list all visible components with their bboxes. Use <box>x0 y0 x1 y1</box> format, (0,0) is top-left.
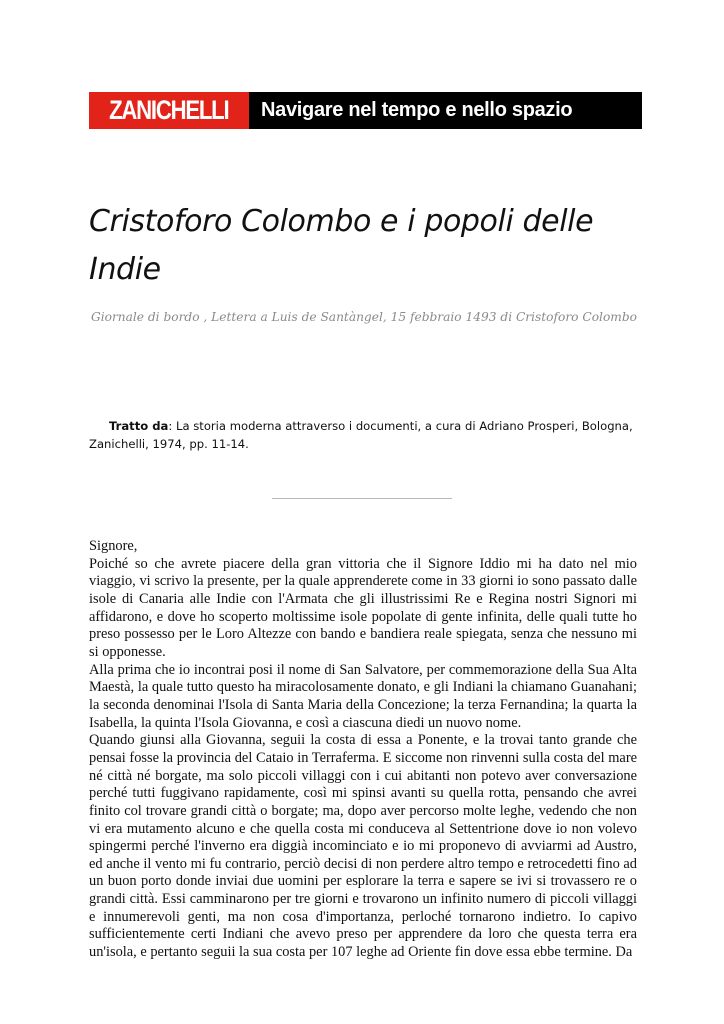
header-banner <box>89 92 642 129</box>
letter-body <box>89 538 637 962</box>
paragraph: Poiché so che avrete piacere della gran vittoria che il Signore Iddio mi ha dato nel mio viaggio, vi scrivo la presente, per la quale apprenderete come in 33 giorni io sono passato dalle isole di Canaria alle Indie con l'Armata che gli illustrissimi Re e Regina nostri Signori mi affidarono, e dove ho scoperto moltissime isole popolate di gente infinita, delle quali tutte ho preso possesso per le Loro Altezze con bando e bandiera reale spiegata, senza che nessuno mi si opponesse. <box>89 555 637 660</box>
banner-tagline: Navigare nel tempo e nello spazio <box>249 92 642 129</box>
salutation: Signore, <box>89 538 138 554</box>
section-divider <box>272 498 452 499</box>
source-text: : La storia moderna attraverso i documenti, a cura di Adriano Prosperi, Bologna, Zanichelli, 1974, pp. 11-14. <box>89 419 633 451</box>
logo-text: ZANICHELLI <box>109 95 229 125</box>
paragraph: Alla prima che io incontrai posi il nome di San Salvatore, per commemorazione della Sua Alta Maestà, la quale tutto questo ha miracolosamente donato, e gli Indiani la chiamano Guanahani; la seconda denominai l'Isola di Santa Maria della Concezione; la terza Fernandina; la quarta la Isabella, la quinta l'Isola Giovanna, e così a ciascuna diedi un nuovo nome. <box>89 661 637 731</box>
source-citation <box>89 417 637 453</box>
source-label: Tratto da <box>109 419 169 433</box>
document-subtitle: Giornale di bordo , Lettera a Luis de Santàngel, 15 febbraio 1493 di Cristoforo Colombo <box>90 310 637 324</box>
zanichelli-logo <box>89 92 249 129</box>
paragraph: Quando giunsi alla Giovanna, seguii la costa di essa a Ponente, e la trovai tanto grande che pensai fosse la provincia del Cataio in Terraferma. E siccome non rinvenni sulla costa del mare né città né borgate, ma solo piccoli villaggi con i cui abitanti non potevo aver conversazione perché tutti fuggivano rapidamente, così mi spinsi avanti su quella rotta, pensando che avrei finito col trovare grandi città o borgate; ma, dopo aver percorso molte leghe, vedendo che non vi era mutamento alcuno e che quella costa mi conduceva al Settentrione dove io non volevo spingermi perché l'inverno era diggià incominciato e io mi proponevo di avviarmi ad Austro, ed anche il vento mi fu contrario, perciò decisi di non perdere altro tempo e retrocedetti fino ad un buon porto donde inviai due uomini per esplorare la terra e sapere se ivi si trovassero re o grandi città. Essi camminarono per tre giorni e trovarono un infinito numero di piccoli villaggi e innumerevoli genti, ma non cosa d'importanza, perloché tornarono indietro. Io capivo sufficientemente certi Indiani che avevo preso per apprendere da loro che questa terra era un'isola, e pertanto seguii la sua costa per 107 leghe ad Oriente fin dove essa ebbe termine. Da <box>89 732 637 961</box>
page-title: Cristoforo Colombo e i popoli delle Indie <box>89 204 594 287</box>
